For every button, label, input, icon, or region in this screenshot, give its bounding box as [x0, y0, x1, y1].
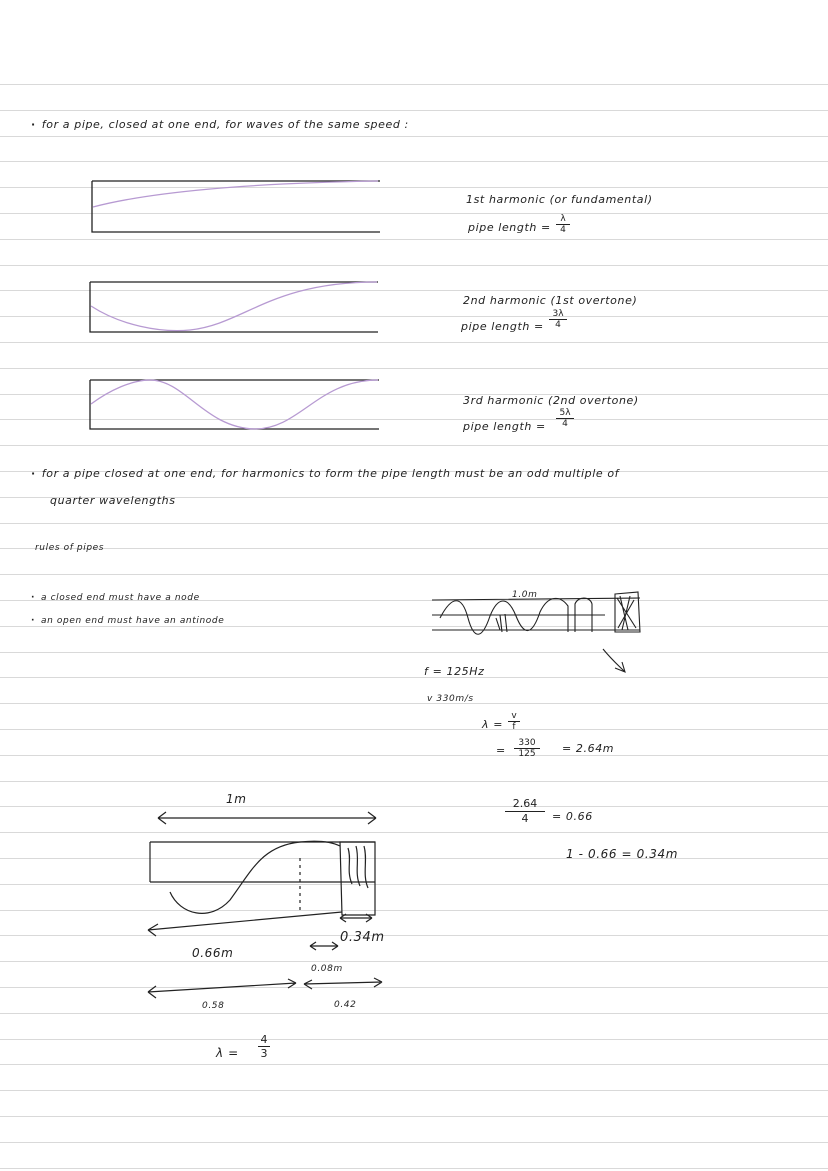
rule-1: · a closed end must have a node	[31, 593, 200, 603]
speed-value: v 330m/s	[427, 694, 474, 704]
lower-diagram-top-label: 1m	[226, 792, 247, 806]
lambda-result-lhs: λ =	[216, 1046, 239, 1060]
remainder-calc: 1 - 0.66 = 0.34m	[566, 847, 679, 861]
fraction-numerator: 4	[260, 1033, 268, 1046]
fraction-numerator: λ	[560, 214, 566, 224]
lambda-result-fraction	[258, 1033, 270, 1060]
harmonic-2-name: 2nd harmonic (1st overtone)	[463, 294, 638, 307]
lambda-result: = 2.64m	[562, 742, 615, 755]
fraction-denominator: 3	[258, 1046, 270, 1060]
harmonic-3-name: 3rd harmonic (2nd overtone)	[463, 394, 639, 407]
pipe-diagram-3	[90, 380, 379, 429]
intro-text: for a pipe, closed at one end, for waves of the same speed :	[41, 118, 409, 131]
label-0-66m: 0.66m	[192, 946, 234, 960]
problem-pipe-sketch	[432, 592, 640, 672]
rule-statement-line2: quarter wavelengths	[50, 494, 176, 507]
fraction-numerator: 330	[518, 738, 536, 748]
pipe-diagram-1	[92, 181, 380, 232]
harmonic-3-length-label: pipe length =	[463, 420, 546, 433]
fraction-denominator: 4	[556, 418, 574, 429]
label-0-58: 0.58	[202, 1001, 225, 1011]
wave-1	[93, 181, 378, 207]
harmonic-2-fraction	[549, 309, 567, 330]
label-0-42: 0.42	[334, 1000, 357, 1010]
harmonic-1-length-label: pipe length =	[468, 221, 551, 234]
lower-pipe-diagram	[148, 812, 382, 998]
intro-line: · for a pipe, closed at one end, for waves of the same speed :	[31, 118, 409, 131]
fraction-numerator: 3λ	[552, 309, 564, 319]
label-0-08m: 0.08m	[311, 964, 343, 974]
harmonic-3-fraction	[556, 408, 574, 429]
wave-3	[91, 380, 378, 429]
harmonic-1-name: 1st harmonic (or fundamental)	[466, 193, 653, 206]
harmonic-2-length-label: pipe length =	[461, 320, 544, 333]
lambda-formula-lhs: λ =	[482, 718, 504, 731]
fraction-denominator: 125	[514, 748, 540, 759]
fraction-numerator: 2.64	[512, 797, 538, 810]
fraction-denominator: f	[508, 721, 520, 732]
fraction-denominator: 4	[505, 811, 545, 826]
rule-2-text: an open end must have an antinode	[41, 616, 225, 626]
lambda-calc-fraction	[514, 738, 540, 759]
fraction-denominator: 4	[556, 224, 570, 235]
wave-2	[91, 282, 377, 331]
lambda-formula-fraction	[508, 711, 520, 732]
quarter-calc-fraction	[505, 797, 545, 826]
frequency-value: f = 125Hz	[424, 665, 485, 678]
rule-1-text: a closed end must have a node	[41, 593, 200, 603]
fraction-numerator: 5λ	[559, 408, 571, 418]
rule-statement-text: for a pipe closed at one end, for harmonics to form the pipe length must be an odd multiple of	[41, 467, 620, 480]
fraction-numerator: v	[511, 711, 517, 721]
rules-heading: rules of pipes	[35, 543, 105, 553]
fraction-denominator: 4	[549, 319, 567, 330]
harmonic-1-fraction	[556, 214, 570, 235]
quarter-result: = 0.66	[552, 810, 593, 823]
label-0-34m: 0.34m	[340, 930, 385, 945]
lambda-calc-eq: =	[496, 744, 506, 757]
pipe-diagram-2	[90, 282, 378, 332]
rule-2: · an open end must have an antinode	[31, 616, 225, 626]
rule-statement-line1: · for a pipe closed at one end, for harmonics to form the pipe length must be an odd multiple of	[31, 467, 620, 480]
pipe-length-label: 1.0m	[512, 590, 538, 600]
